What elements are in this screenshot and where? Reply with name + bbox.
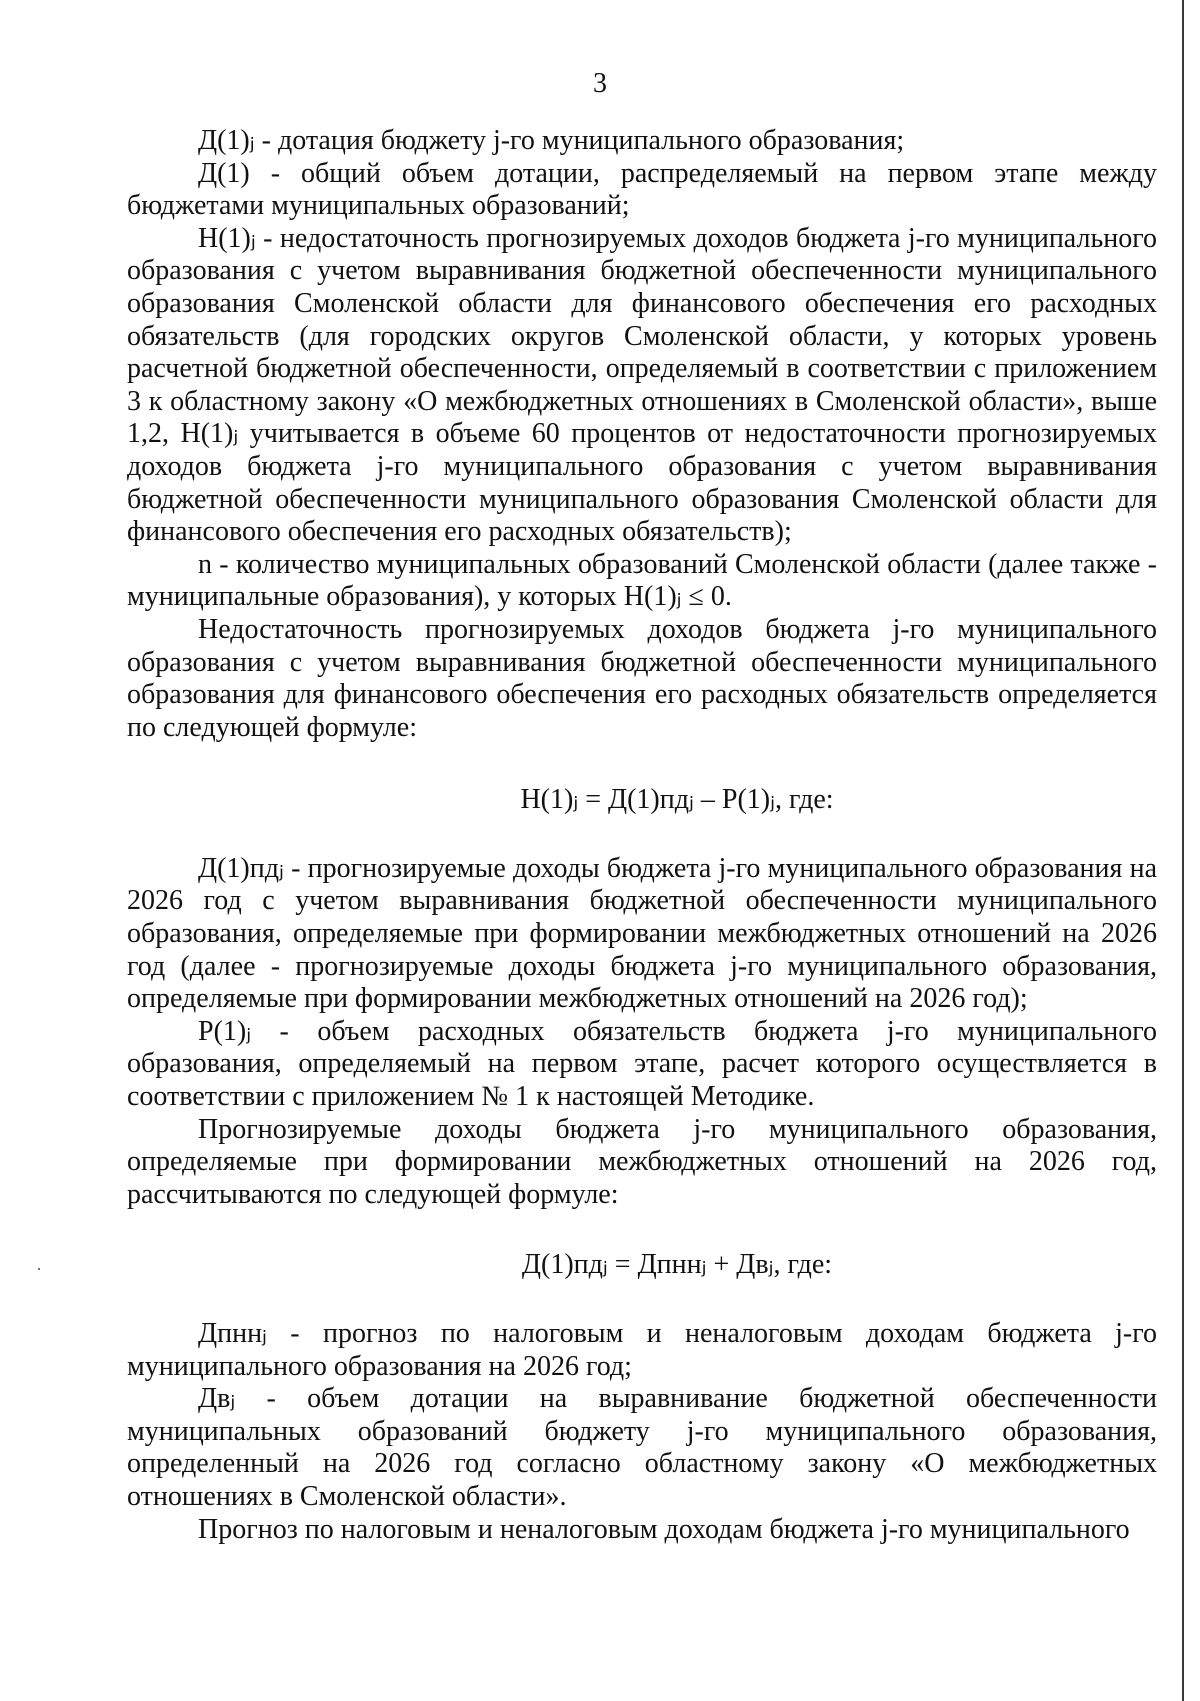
scan-speck (38, 1268, 40, 1270)
paragraph-forecast-start: Прогноз по налоговым и неналоговым доходам бюджета j-го муниципального (198, 1513, 1130, 1545)
paragraph-dvj-definition: Двⱼ - объем дотации на выравнивание бюджетной обеспеченности муниципальных образований бюджету j-го муниципального образования, определенный на 2026 год согласно областному закону «О межбюджетных отношениях в Смоленской области». (127, 1383, 1157, 1512)
paragraph-d1j-definition: Д(1)ⱼ - дотация бюджету j-го муниципального образования; (198, 125, 905, 156)
paragraph-n1j-definition: Н(1)ⱼ - недостаточность прогнозируемых доходов бюджета j-го муниципального образования с учетом выравнивания бюджетной обеспеченности муниципального образования Смоленской области для финансового обеспечения его расходных обязательств (для городских округов Смоленской области, у которых уровень расчетной бюджетной обеспеченности, определяемый в соответствии с приложением 3 к областному закону «О межбюджетных отношениях в Смоленской области», выше 1,2, Н(1)ⱼ учитывается в объеме 60 процентов от недостаточности прогнозируемых доходов бюджета j-го муниципального образования с учетом выравнивания бюджетной обеспеченности муниципального образования Смоленской области для финансового обеспечения его расходных обязательств); (127, 222, 1157, 548)
document-body (127, 125, 1157, 1546)
paragraph-d1pdj-definition: Д(1)пдⱼ - прогнозируемые доходы бюджета j-го муниципального образования на 2026 год с учетом выравнивания бюджетной обеспеченности муниципального образования, определяемые при формировании межбюджетных отношений на 2026 год (далее - прогнозируемые доходы бюджета j-го муниципального образования, определяемые при формировании межбюджетных отношений на 2026 год); (127, 852, 1157, 1015)
scan-edge-line (1182, 0, 1184, 1701)
paragraph-r1j-definition: Р(1)ⱼ - объем расходных обязательств бюджета j-го муниципального образования, определяемый на первом этапе, расчет которого осуществляется в соответствии с приложением № 1 к настоящей Методике. (127, 1015, 1157, 1113)
paragraph-d1-definition: Д(1) - общий объем дотации, распределяемый на первом этапе между бюджетами муниципальных образований; (127, 157, 1157, 222)
paragraph-shortfall-intro: Недостаточность прогнозируемых доходов бюджета j-го муниципального образования с учетом выравнивания бюджетной обеспеченности муниципального образования для финансового обеспечения его расходных обязательств определяется по следующей формуле: (127, 613, 1157, 743)
page-number: 3 (593, 68, 607, 99)
paragraph-n-definition: n - количество муниципальных образований Смоленской области (далее также - муниципальные образования), у которых Н(1)ⱼ ≤ 0. (127, 548, 1157, 613)
formula-shortfall: Н(1)ⱼ = Д(1)пдⱼ – Р(1)ⱼ, где: (520, 784, 834, 816)
paragraph-dpnnj-definition: Дпннⱼ - прогноз по налоговым и неналоговым доходам бюджета j-го муниципального образования на 2026 год; (127, 1318, 1157, 1382)
formula-income: Д(1)пдⱼ = Дпннⱼ + Двⱼ, где: (521, 1249, 833, 1281)
paragraph-income-intro: Прогнозируемые доходы бюджета j-го муниципального образования, определяемые при формировании межбюджетных отношений на 2026 год, рассчитываются по следующей формуле: (127, 1113, 1157, 1210)
